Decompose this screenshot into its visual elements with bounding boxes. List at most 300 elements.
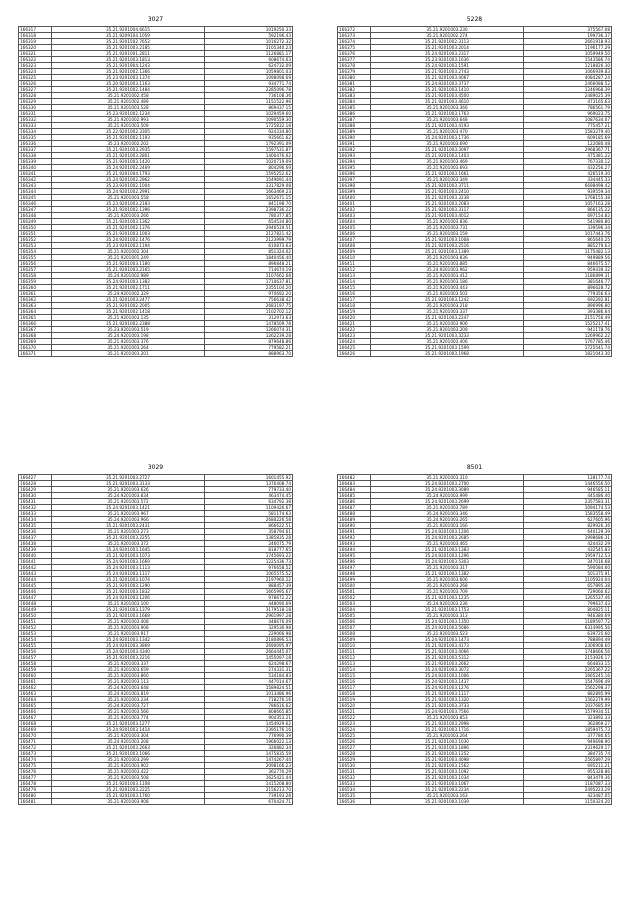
amount-cell: 501375.91 xyxy=(524,571,612,577)
account-code-cell: 35.21.9201003.2477 xyxy=(52,297,205,303)
account-code-cell: 35.21.9201003.917 xyxy=(52,631,205,637)
row-id-cell: 166429 xyxy=(19,487,52,493)
amount-cell: 1474267.44 xyxy=(205,757,293,763)
amount-cell: 829926.36 xyxy=(524,523,612,529)
amount-cell: 1265537.46 xyxy=(524,595,612,601)
account-code-cell: 35.21.9201003.469 xyxy=(371,159,524,165)
row-id-cell: 166363 xyxy=(19,303,52,309)
account-code-cell: 35.21.9201003.1379 xyxy=(52,607,205,613)
row-id-cell: 166528 xyxy=(338,751,371,757)
row-id-cell: 166383 xyxy=(338,93,371,99)
row-id-cell: 166452 xyxy=(19,625,52,631)
account-code-cell: 35.21.9201003.2185 xyxy=(52,45,205,51)
row-id-cell: 166411 xyxy=(338,261,371,267)
amount-cell: 780377.85 xyxy=(205,213,293,219)
account-code-cell: 35.21.9201003.1403 xyxy=(371,153,524,159)
account-code-cell: 35.21.9201003.100 xyxy=(52,601,205,607)
account-code-cell: 35.21.9201001.2811 xyxy=(52,51,205,57)
row-id-cell: 166476 xyxy=(19,769,52,775)
amount-cell: 1098098.69 xyxy=(205,75,293,81)
amount-cell: 664833.15 xyxy=(524,661,612,667)
account-code-cell: 35.23.9201002.1234 xyxy=(52,111,205,117)
row-id-cell: 166490 xyxy=(338,523,371,529)
row-id-cell: 166359 xyxy=(19,279,52,285)
account-code-cell: 35.21.9201003.908 xyxy=(52,799,205,805)
row-id-cell: 166388 xyxy=(338,123,371,129)
account-code-cell: 35.21.9201003.860 xyxy=(52,673,205,679)
account-code-cell: 35.24.9201003.208 xyxy=(52,739,205,745)
row-id-cell: 166319 xyxy=(19,39,52,45)
row-id-cell: 166433 xyxy=(19,511,52,517)
amount-cell: 670424.71 xyxy=(205,799,293,805)
account-code-cell: 35.21.9201003.523 xyxy=(371,631,524,637)
amount-cell: 1625421.44 xyxy=(205,775,293,781)
amount-cell: 199736.37 xyxy=(524,33,612,39)
account-code-cell: 35.21.9201003.3117 xyxy=(371,207,524,213)
amount-cell: 1059801.03 xyxy=(205,69,293,75)
row-id-cell: 166535 xyxy=(338,793,371,799)
account-code-cell: 35.21.9201003.264 xyxy=(52,345,205,351)
row-id-cell: 166512 xyxy=(338,655,371,661)
row-id-cell: 166367 xyxy=(19,327,52,333)
account-code-cell: 35.21.9201003.648 xyxy=(371,117,524,123)
row-id-cell: 166453 xyxy=(19,631,52,637)
row-id-cell: 166477 xyxy=(19,775,52,781)
amount-cell: 1016272.32 xyxy=(205,39,293,45)
amount-cell: 1037685.09 xyxy=(524,703,612,709)
amount-cell: 590084.60 xyxy=(524,565,612,571)
row-id-cell: 166516 xyxy=(338,679,371,685)
amount-cell: 1549691.44 xyxy=(205,177,293,183)
row-id-cell: 166394 xyxy=(338,159,371,165)
amount-cell: 2127821.42 xyxy=(205,231,293,237)
table-row xyxy=(19,799,293,805)
amount-cell: 1151522.96 xyxy=(205,99,293,105)
table-block-1 xyxy=(18,14,293,357)
row-id-cell: 166324 xyxy=(19,69,52,75)
table-title: 3027 xyxy=(147,16,164,23)
account-code-cell: 35.21.9201003.558 xyxy=(52,195,205,201)
account-code-cell: 35.21.9201003.3133 xyxy=(52,481,205,487)
amount-cell: 610873.63 xyxy=(205,243,293,249)
row-id-cell: 166339 xyxy=(19,159,52,165)
account-code-cell: 35.21.9201003.2234 xyxy=(371,787,524,793)
amount-cell: 1225436.73 xyxy=(205,559,293,565)
account-code-cell: 35.24.9201003.999 xyxy=(371,493,524,499)
account-code-cell: 35.21.9201003.1290 xyxy=(52,583,205,589)
account-code-cell: 35.24.9201003.3869 xyxy=(52,643,205,649)
amount-cell: 1105340.23 xyxy=(205,45,293,51)
table-block-4 xyxy=(337,462,612,805)
row-id-cell: 166375 xyxy=(338,45,371,51)
account-code-cell: 35.21.9201003.268 xyxy=(371,583,524,589)
amount-cell: 1748666.56 xyxy=(524,649,612,655)
account-code-cell: 35.21.9201004.6615 xyxy=(52,27,205,33)
amount-cell: 1017443.76 xyxy=(524,231,612,237)
amount-cell: 323892.33 xyxy=(524,715,612,721)
account-code-cell: 35.21.9201003.2014 xyxy=(371,45,524,51)
account-code-cell: 35.21.9201003.1277 xyxy=(52,721,205,727)
amount-cell: 1998686.31 xyxy=(524,535,612,541)
amount-cell: 2664445.07 xyxy=(205,649,293,655)
amount-cell: 2680226.58 xyxy=(205,517,293,523)
row-id-cell: 166483 xyxy=(338,481,371,487)
row-id-cell: 166517 xyxy=(338,685,371,691)
row-id-cell: 166518 xyxy=(338,691,371,697)
row-id-cell: 166478 xyxy=(19,781,52,787)
row-id-cell: 166386 xyxy=(338,111,371,117)
row-id-cell: 166334 xyxy=(19,129,52,135)
amount-cell: 888963.70 xyxy=(205,351,293,357)
account-code-cell: 35.21.9201003.626 xyxy=(52,487,205,493)
amount-cell: 1597531.87 xyxy=(205,147,293,153)
row-id-cell: 166398 xyxy=(338,183,371,189)
account-code-cell: 35.21.9201003.218 xyxy=(371,303,524,309)
row-id-cell: 166430 xyxy=(19,493,52,499)
amount-cell: 128177.74 xyxy=(524,475,612,481)
row-id-cell: 166474 xyxy=(19,757,52,763)
account-code-cell: 35.21.9201002.1418 xyxy=(52,309,205,315)
row-id-cell: 166451 xyxy=(19,619,52,625)
account-code-cell: 35.21.9201002.304 xyxy=(52,249,205,255)
account-code-cell: 35.24.9201003.5086 xyxy=(371,625,524,631)
row-id-cell: 166374 xyxy=(338,39,371,45)
account-code-cell: 35.21.9201003.443 xyxy=(371,285,524,291)
account-code-cell: 35.21.9201002.489 xyxy=(52,99,205,105)
amount-cell: 866622.51 xyxy=(205,523,293,529)
amount-cell: 775457.21 xyxy=(524,123,612,129)
account-code-cell: 35.21.9201003.1066 xyxy=(52,751,205,757)
row-id-cell: 166461 xyxy=(19,679,52,685)
row-id-cell: 166366 xyxy=(19,321,52,327)
row-id-cell: 166341 xyxy=(19,171,52,177)
row-id-cell: 166493 xyxy=(338,541,371,547)
row-id-cell: 166330 xyxy=(19,105,52,111)
data-table xyxy=(18,26,293,357)
account-code-cell: 35.23.9201003.519 xyxy=(52,327,205,333)
row-id-cell: 166466 xyxy=(19,709,52,715)
row-id-cell: 166317 xyxy=(19,27,52,33)
row-id-cell: 166397 xyxy=(338,177,371,183)
row-id-cell: 166450 xyxy=(19,613,52,619)
account-code-cell: 35.21.9201003.3711 xyxy=(371,183,524,189)
amount-cell: 799637.43 xyxy=(524,601,612,607)
account-code-cell: 35.21.9201003.1073 xyxy=(52,553,205,559)
row-id-cell: 166382 xyxy=(338,87,371,93)
account-code-cell: 35.21.9201502.7652 xyxy=(52,39,205,45)
amount-cell: 1317829.08 xyxy=(205,183,293,189)
amount-cell: 1725541.74 xyxy=(524,345,612,351)
row-id-cell: 166425 xyxy=(338,345,371,351)
amount-cell: 776990.39 xyxy=(205,733,293,739)
account-code-cell: 35.21.9201003.1896 xyxy=(371,745,524,751)
row-id-cell: 166360 xyxy=(19,285,52,291)
row-id-cell: 166332 xyxy=(19,117,52,123)
amount-cell: 969023.75 xyxy=(524,111,612,117)
row-id-cell: 166534 xyxy=(338,787,371,793)
row-id-cell: 166530 xyxy=(338,763,371,769)
data-table xyxy=(18,474,293,805)
amount-cell: 946585.11 xyxy=(524,487,612,493)
account-code-cell: 35.21.9201003.1117 xyxy=(371,691,524,697)
amount-cell: 2197960.22 xyxy=(205,577,293,583)
account-code-cell: 35.21.9201003.2225 xyxy=(52,787,205,793)
row-id-cell: 166416 xyxy=(338,291,371,297)
amount-cell: 978672.22 xyxy=(205,595,293,601)
account-code-cell: 35.21.9201003.3733 xyxy=(371,703,524,709)
amount-cell: 846675.57 xyxy=(524,261,612,267)
account-code-cell: 35.21.9201003.304 xyxy=(52,733,205,739)
account-code-cell: 35.24.9201003.819 xyxy=(52,691,205,697)
account-code-cell: 35.21.9201003.2998 xyxy=(371,721,524,727)
account-code-cell: 35.21.9201002.2388 xyxy=(52,321,205,327)
account-code-cell: 35.24.9201003.1645 xyxy=(52,547,205,553)
account-code-cell: 35.21.9201003.2935 xyxy=(52,147,205,153)
row-id-cell: 166529 xyxy=(338,757,371,763)
account-code-cell: 35.23.9201003.1636 xyxy=(371,57,524,63)
row-id-cell: 166506 xyxy=(338,619,371,625)
row-id-cell: 166536 xyxy=(338,799,371,805)
amount-cell: 246075.79 xyxy=(205,541,293,547)
amount-cell: 1959712.53 xyxy=(524,553,612,559)
account-code-cell: 35.24.9201003.2685 xyxy=(371,535,524,541)
account-code-cell: 35.24.9201003.198 xyxy=(52,333,205,339)
row-id-cell: 166527 xyxy=(338,745,371,751)
row-id-cell: 166447 xyxy=(19,595,52,601)
account-code-cell: 35.21.9201003.1039 xyxy=(371,799,524,805)
account-code-cell: 35.21.9201003.135 xyxy=(52,315,205,321)
amount-cell: 851324.02 xyxy=(205,249,293,255)
amount-cell: 1745693.22 xyxy=(205,553,293,559)
account-code-cell: 35.21.9201003.376 xyxy=(52,339,205,345)
amount-cell: 1189597.72 xyxy=(524,619,612,625)
amount-cell: 2319629.17 xyxy=(524,745,612,751)
amount-cell: 1385835.28 xyxy=(205,535,293,541)
amount-cell: 2357583.31 xyxy=(524,499,612,505)
account-code-cell: 35.21.9201003.853 xyxy=(371,715,524,721)
amount-cell: 935661.62 xyxy=(205,135,293,141)
account-code-cell: 35.21.9201003.201 xyxy=(52,351,205,357)
account-code-cell: 35.21.9201003.1420 xyxy=(52,159,205,165)
row-id-cell: 166423 xyxy=(338,333,371,339)
account-code-cell: 35.21.9201003.372 xyxy=(52,541,205,547)
row-id-cell: 166422 xyxy=(338,327,371,333)
account-code-cell: 35.21.9201002.1711 xyxy=(52,285,205,291)
account-code-cell: 35.21.9201003.2410 xyxy=(371,189,524,195)
row-id-cell: 166522 xyxy=(338,715,371,721)
account-code-cell: 35.24.9201003.265 xyxy=(371,517,524,523)
account-code-cell: 35.21.9209104.1059 xyxy=(52,33,205,39)
amount-cell: 1547696.49 xyxy=(524,679,612,685)
account-code-cell: 35.21.9201003.967 xyxy=(52,511,205,517)
account-code-cell: 35.24.9201003.727 xyxy=(52,703,205,709)
amount-cell: 934771.74 xyxy=(205,81,293,87)
account-code-cell: 35.21.9201003.2663 xyxy=(52,745,205,751)
amount-cell: 2489025.39 xyxy=(524,93,612,99)
row-id-cell: 166342 xyxy=(19,177,52,183)
row-id-cell: 166465 xyxy=(19,703,52,709)
account-code-cell: 35.21.9201003.299 xyxy=(52,757,205,763)
row-id-cell: 166442 xyxy=(19,565,52,571)
account-code-cell: 35.23.9201003.1374 xyxy=(52,75,205,81)
account-code-cell: 35.21.9201003.1074 xyxy=(52,577,205,583)
amount-cell: 424432.29 xyxy=(524,541,612,547)
account-code-cell: 35.24.9201002.2469 xyxy=(52,165,205,171)
amount-cell: 882895.99 xyxy=(524,691,612,697)
row-id-cell: 166327 xyxy=(19,87,52,93)
amount-cell: 624298.67 xyxy=(205,661,293,667)
amount-cell: 1415208.80 xyxy=(205,781,293,787)
amount-cell: 729060.62 xyxy=(524,589,612,595)
account-code-cell: 35.21.9201003.4098 xyxy=(371,757,524,763)
account-code-cell: 35.21.9201003.1389 xyxy=(371,249,524,255)
row-id-cell: 166337 xyxy=(19,147,52,153)
amount-cell: 229066.98 xyxy=(205,631,293,637)
amount-cell: 1196177.29 xyxy=(524,45,612,51)
amount-cell: 445486.40 xyxy=(524,493,612,499)
row-id-cell: 166498 xyxy=(338,571,371,577)
account-code-cell: 35.23.9201003.2183 xyxy=(52,201,205,207)
data-table xyxy=(337,26,612,357)
row-id-cell: 166419 xyxy=(338,309,371,315)
row-id-cell: 166322 xyxy=(19,57,52,63)
account-code-cell: 35.21.9201003.337 xyxy=(371,309,524,315)
account-code-cell: 35.24.9201003.1437 xyxy=(371,679,524,685)
account-code-cell: 35.21.9201003.906 xyxy=(371,321,524,327)
row-id-cell: 166421 xyxy=(338,321,371,327)
amount-cell: 1665245.16 xyxy=(524,673,612,679)
amount-cell: 634792.38 xyxy=(205,499,293,505)
account-code-cell: 35.24.9201003.966 xyxy=(52,517,205,523)
amount-cell: 896848.21 xyxy=(205,261,293,267)
account-code-cell: 35.21.9201003.113 xyxy=(52,679,205,685)
row-id-cell: 166446 xyxy=(19,589,52,595)
amount-cell: 924334.80 xyxy=(205,129,293,135)
row-id-cell: 166432 xyxy=(19,505,52,511)
account-code-cell: 35.24.9201003.2317 xyxy=(371,51,524,57)
amount-cell: 1454929.62 xyxy=(205,721,293,727)
amount-cell: 6698498.42 xyxy=(524,183,612,189)
amount-cell: 1218826.30 xyxy=(524,63,612,69)
row-id-cell: 166494 xyxy=(338,547,371,553)
account-code-cell: 35.21.9201003.1034 xyxy=(371,775,524,781)
row-id-cell: 166437 xyxy=(19,535,52,541)
amount-cell: 949889.56 xyxy=(524,255,612,261)
account-code-cell: 35.21.9201003.1108 xyxy=(52,781,205,787)
table-title: 8501 xyxy=(466,464,483,471)
account-code-cell: 35.21.9201003.3097 xyxy=(371,147,524,153)
row-id-cell: 166365 xyxy=(19,315,52,321)
account-code-cell: 35.24.9201003.1591 xyxy=(371,63,524,69)
row-id-cell: 166468 xyxy=(19,721,52,727)
table-block-2 xyxy=(337,14,612,357)
amount-cell: 1090559.30 xyxy=(205,117,293,123)
amount-cell: 1768155.38 xyxy=(524,195,612,201)
account-code-cell: 35.24.9201003.5303 xyxy=(371,559,524,565)
amount-cell: 2690095.97 xyxy=(205,643,293,649)
account-code-cell: 35.21.9201003.349 xyxy=(371,177,524,183)
row-id-cell: 166409 xyxy=(338,249,371,255)
row-id-cell: 166511 xyxy=(338,649,371,655)
amount-cell: 1187087.33 xyxy=(524,781,612,787)
row-id-cell: 166486 xyxy=(338,499,371,505)
row-id-cell: 166504 xyxy=(338,607,371,613)
amount-cell: 312973.63 xyxy=(205,315,293,321)
row-id-cell: 166418 xyxy=(338,303,371,309)
amount-cell: 463474.45 xyxy=(205,493,293,499)
table-block-3 xyxy=(18,462,293,805)
amount-cell: 2961997.28 xyxy=(205,613,293,619)
account-code-cell: 35.21.9201003.1180 xyxy=(52,261,205,267)
row-id-cell: 166318 xyxy=(19,33,52,39)
amount-cell: 786616.62 xyxy=(205,703,293,709)
amount-cell: 1859475.73 xyxy=(524,727,612,733)
table-row xyxy=(19,351,293,357)
account-code-cell: 35.21.9201003.659 xyxy=(52,667,205,673)
amount-cell: 362770.29 xyxy=(205,769,293,775)
row-id-cell: 166526 xyxy=(338,739,371,745)
row-id-cell: 166444 xyxy=(19,577,52,583)
row-id-cell: 166356 xyxy=(19,261,52,267)
account-code-cell: 35.21.9201003.230 xyxy=(371,27,524,33)
amount-cell: 736108.36 xyxy=(205,93,293,99)
amount-cell: 1246968.39 xyxy=(524,87,612,93)
row-id-cell: 166470 xyxy=(19,733,52,739)
amount-cell: 1029459.60 xyxy=(205,111,293,117)
account-code-cell: 35.21.9201003.1252 xyxy=(371,751,524,757)
row-id-cell: 166404 xyxy=(338,219,371,225)
account-code-cell: 35.23.9201002.202 xyxy=(52,141,205,147)
account-code-cell: 35.21.9201003.908 xyxy=(52,625,205,631)
row-id-cell: 166462 xyxy=(19,685,52,691)
amount-cell: 1087634.07 xyxy=(524,117,612,123)
row-id-cell: 166325 xyxy=(19,75,52,81)
account-code-cell: 35.21.9201003.2083 xyxy=(371,201,524,207)
amount-cell: 779356.63 xyxy=(524,291,612,297)
account-code-cell: 35.21.9201003.528 xyxy=(52,105,205,111)
account-code-cell: 35.21.9201003.1716 xyxy=(371,727,524,733)
row-id-cell: 166403 xyxy=(338,213,371,219)
amount-cell: 866135.22 xyxy=(524,207,612,213)
amount-cell: 624732.09 xyxy=(205,63,293,69)
amount-cell: 432545.83 xyxy=(524,547,612,553)
amount-cell: 475381.22 xyxy=(524,153,612,159)
amount-cell: 2151756.49 xyxy=(524,315,612,321)
row-id-cell: 166513 xyxy=(338,661,371,667)
row-id-cell: 166464 xyxy=(19,697,52,703)
account-code-cell: 35.21.9201003.1668 xyxy=(52,613,205,619)
amount-cell: 1126881.17 xyxy=(205,51,293,57)
account-code-cell: 35.23.9201002.1004 xyxy=(52,183,205,189)
amount-cell: 1066939.83 xyxy=(524,69,612,75)
row-id-cell: 166519 xyxy=(338,697,371,703)
row-id-cell: 166487 xyxy=(338,505,371,511)
table-row xyxy=(338,351,612,357)
amount-cell: 1186899.31 xyxy=(524,273,612,279)
row-id-cell: 166390 xyxy=(338,135,371,141)
amount-cell: 1269962.22 xyxy=(524,333,612,339)
amount-cell: 1150324.20 xyxy=(524,799,612,805)
amount-cell: 1966022.13 xyxy=(205,739,293,745)
account-code-cell: 35.24.9201003.1276 xyxy=(371,685,524,691)
amount-cell: 1020719.09 xyxy=(205,159,293,165)
row-id-cell: 166378 xyxy=(338,63,371,69)
account-code-cell: 35.21.9201003.1832 xyxy=(52,589,205,595)
amount-cell: 946380.69 xyxy=(524,613,612,619)
amount-cell: 1455097.18 xyxy=(205,655,293,661)
row-id-cell: 166436 xyxy=(19,529,52,535)
account-code-cell: 35.24.9201003.3089 xyxy=(371,487,524,493)
